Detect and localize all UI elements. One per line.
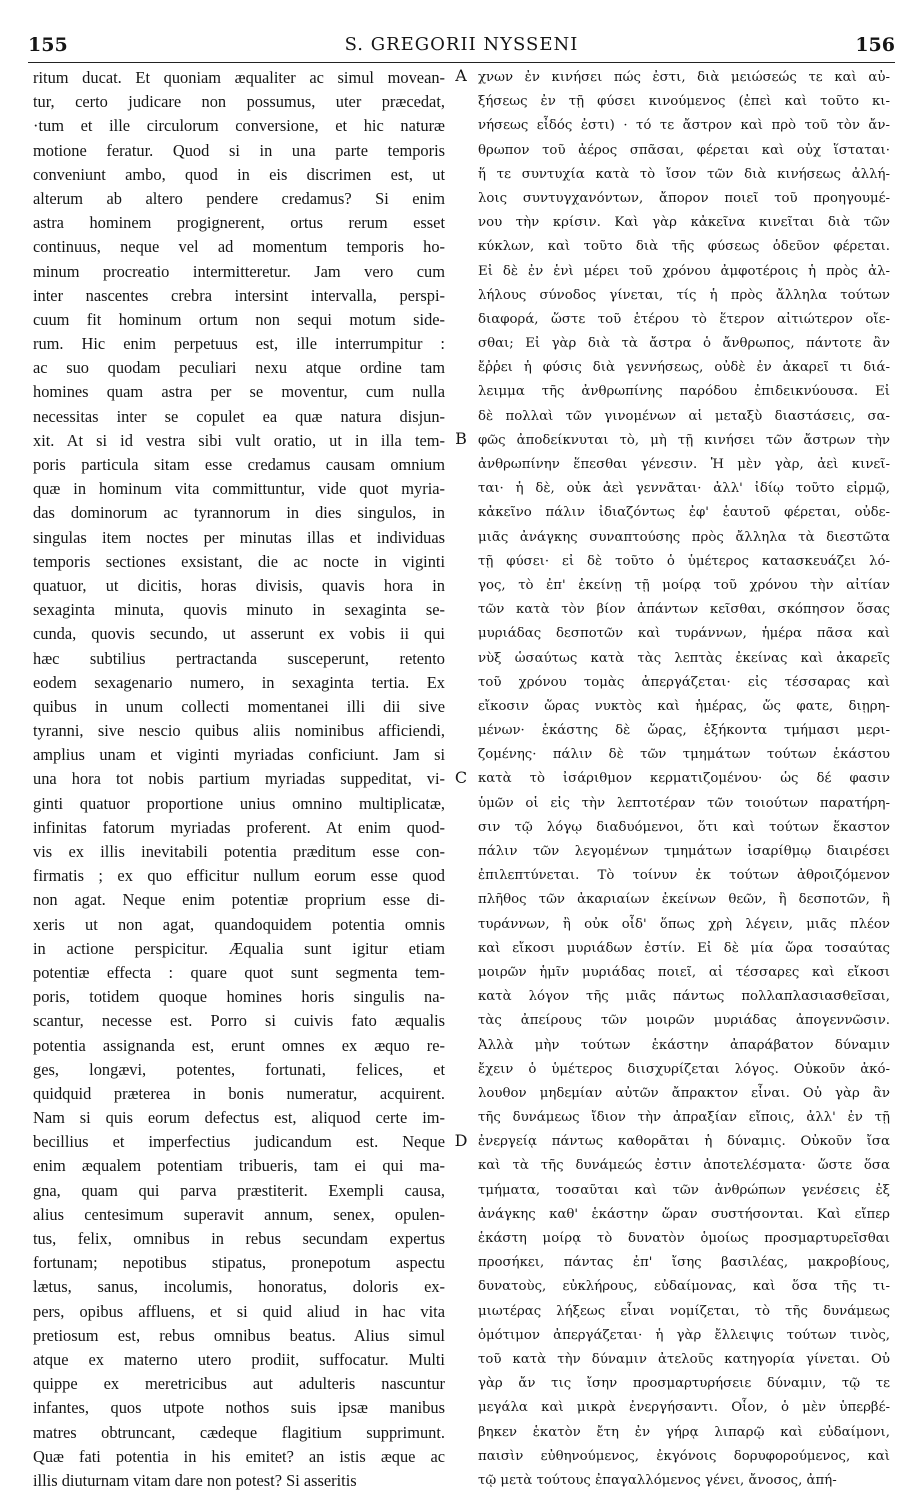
greek-text-line: λουθον μηδεμίαν αὐτῶν ἄπρακτον εἶναι. Οὐ γὰρ ἂν bbox=[478, 1085, 890, 1101]
latin-text-line: ac suo quodam peculiari nexu atque ordine tam bbox=[33, 358, 445, 378]
latin-text-line: becillius et imperfectius judicandum est. Neque bbox=[33, 1132, 445, 1152]
latin-text-line: ritum ducat. Et quoniam æqualiter ac simul movean- bbox=[33, 68, 445, 87]
greek-text-line: κατὰ τὸ ἰσάριθμον κερματιζομένου· ὡς δέ φασιν bbox=[478, 771, 890, 787]
latin-text-line: illis diuturnam vitam dare non potest? Si asseritis bbox=[33, 1470, 357, 1490]
latin-text-line: necessitas inter se copulet ea quæ natura disjun- bbox=[33, 406, 445, 426]
greek-text-line: τοῦ χρόνου τομὰς ἀπεργάζεται· εἰς τέσσαρας καὶ bbox=[478, 674, 890, 690]
greek-text-line: καὶ εἴκοσι μυριάδων ἐστίν. Εἰ δὲ μία ὥρα τοσαύτας bbox=[478, 940, 890, 956]
latin-text-line: hæc subtilius pertractanda susceperunt, retento bbox=[33, 648, 445, 668]
latin-text-line: minum procreatio intermitteretur. Jam vero cum bbox=[33, 261, 445, 281]
latin-text-line: non agat. Neque enim potentiæ proprium esse di- bbox=[33, 890, 445, 910]
latin-text-line: alterum ab altero pendere credamus? Si enim bbox=[33, 188, 445, 208]
greek-text-line: ζομένης· πάλιν δὲ τῶν τμημάτων τούτων ἑκάστου bbox=[478, 747, 890, 763]
greek-text-line: κύκλων, καὶ τοῦτο διὰ τῆς φύσεως ὁδεῦον φέρεται. bbox=[478, 239, 890, 255]
latin-text-line: cuum fit hominum ortum non sequi motum side- bbox=[33, 309, 445, 329]
latin-text-line: potentia assignanda est, erunt omnes ex æquo re- bbox=[33, 1035, 445, 1055]
latin-text-line: xeris ut non agat, quandoquidem potentia omnis bbox=[33, 914, 445, 934]
latin-text-line: poris particula sitam esse credamus causam omnium bbox=[33, 455, 445, 474]
greek-text-line: μυριάδας δεσποτῶν καὶ τυράννων, ἡμέρα πᾶσα καὶ bbox=[478, 626, 890, 642]
greek-text-line: ὁμότιμον ἀπεργάζεται· ἡ γὰρ ἔλλειψις τούτων τινὸς, bbox=[478, 1327, 890, 1343]
latin-text-line: scantur, necesse est. Porro si cuivis fato æqualis bbox=[33, 1011, 445, 1031]
latin-text-line: una hora tot nobis partium myriadas suppeditat, vi- bbox=[33, 769, 445, 789]
latin-text-line: enim æqualem potentiam tribueris, tam ei qui ma- bbox=[33, 1156, 445, 1176]
latin-text-line: quibus in unum collecti momentanei illi dii sive bbox=[33, 696, 445, 716]
latin-text-line: homines quam astra per se moventur, cum nulla bbox=[33, 382, 445, 402]
latin-text-line: infinitas fatorum myriadas proferent. At enim quod- bbox=[33, 817, 445, 837]
latin-column bbox=[33, 66, 445, 1493]
greek-text-line: τοῦ κατὰ τὴν δύναμιν ἀτελοῦς κατηγορία γίνεται. Οὐ bbox=[478, 1351, 890, 1367]
greek-text-line: τῇ φύσει· εἰ δὲ τοῦτο ὁ ὑμέτερος κατασκευάζει λό- bbox=[478, 553, 890, 569]
greek-text-line: παισὶν εὐθηνούμενος, ἐκγόνοις δορυφορούμενος, καὶ bbox=[478, 1448, 890, 1464]
latin-text-line: tus, felix, omnibus in rebus secundam expertus bbox=[33, 1229, 445, 1248]
greek-text-line: νήσεως εἶδός ἐστι) · τό τε ἄστρον καὶ πρὸ τοῦ τὸν ἄν- bbox=[478, 118, 890, 134]
greek-text-line: κατὰ λόγον τῆς μιᾶς πάντως πολλαπλασιασθεῖσαι, bbox=[478, 989, 890, 1005]
latin-text-line: ginti quatuor proportione unius omnino multiplicatæ, bbox=[33, 793, 445, 813]
greek-text-line: φῶς ἀποδείκνυται τὸ, μὴ τῇ κινήσει τῶν ἄστρων τὴν bbox=[478, 432, 890, 448]
greek-text-line: νὺξ ὡσαύτως κατὰ τὰς λεπτὰς ἐκείνας καὶ ἀκαρεῖς bbox=[478, 650, 890, 666]
latin-text-line: temporis sectiones exsistant, die ac nocte in viginti bbox=[33, 551, 445, 571]
greek-text-line: γος, τὸ ἐπ' ἐκείνῃ τῇ μοίρᾳ τοῦ χρόνου τὴν αἰτίαν bbox=[478, 577, 890, 593]
latin-text-line: sexaginta minuta, quovis minuto in sexaginta se- bbox=[33, 600, 445, 620]
greek-text-line: προσήκει, πάντας ἐπ' ἴσης βασιλέας, μακροβίους, bbox=[478, 1255, 890, 1271]
greek-text-line: Εἰ δὲ ἐν ἑνὶ μέρει τοῦ χρόνου ἀμφοτέροις ἡ πρὸς ἀλ- bbox=[478, 263, 890, 279]
latin-text-line: quatuor, ut dicitis, horas divisis, quavis hora in bbox=[33, 575, 445, 595]
greek-text-line: πλῆθος τῶν ἀκαριαίων ἐκείνων θεῶν, ἢ δεσποτῶν, ἢ bbox=[478, 892, 890, 908]
greek-text-line: γὰρ ἄν τις ἴσην προσμαρτυρήσειε δύναμιν, τῷ τε bbox=[478, 1376, 890, 1392]
latin-text-line: eodem sexagenario numero, in sexaginta tertia. Ex bbox=[33, 672, 445, 692]
page-number-right: 156 bbox=[855, 34, 895, 56]
greek-text-line: μιᾶς ἀνάγκης συναπτούσης πρὸς ἄλληλα τὰ διεστῶτα bbox=[478, 529, 890, 545]
greek-text-line: μεγάλα καὶ μικρὰ ἐνεργήσαντι. Οἷον, ὁ μὲν ὑπερβέ- bbox=[478, 1400, 890, 1416]
latin-text-line: amplius unam et viginti myriadas conficiunt. Jam si bbox=[33, 745, 445, 765]
latin-text-line: quippe ex meretricibus aut adulteris nascuntur bbox=[33, 1374, 445, 1394]
latin-text-line: gna, quam qui parva præstiterit. Exempli causa, bbox=[33, 1180, 445, 1200]
greek-text-line: δὲ πολλαὶ τῶν γινομένων αἱ μεταξὺ διαστάσεις, σα- bbox=[478, 408, 890, 424]
greek-text-line: Ἀλλὰ μὴν τούτων ἑκάστην ἀπαράβατον δύναμιν bbox=[478, 1037, 890, 1053]
latin-text-line: conveniunt ambo, quod in eis discrimen est, ut bbox=[33, 164, 445, 184]
latin-text-line: ·tum et ille circulorum conversione, et hic naturæ bbox=[33, 116, 445, 136]
latin-text-line: poris, totidem quoque homines horis singulis na- bbox=[33, 987, 445, 1007]
greek-text-line: πάλιν τῶν λεγομένων τμημάτων ἰσαρίθμῳ διαιρέσει bbox=[478, 844, 890, 859]
latin-text-line: pers, opibus affluens, et si quid aliud in hac vita bbox=[33, 1301, 445, 1321]
greek-text-line: σθαι; Εἰ γὰρ διὰ τὰ ἄστρα ὁ ἄνθρωπος, πάντοτε ἂν bbox=[478, 336, 890, 352]
latin-text-line: atque ex materno utero prodiit, suffocatur. Multi bbox=[33, 1349, 445, 1369]
greek-text-line: τὰς ἀπείρους τῶν μοιρῶν μυριάδας ἀπογεννῶσιν. bbox=[478, 1013, 890, 1029]
greek-text-line: κἀκεῖνο πάλιν ἰδιαζόντως ἐφ' ἑαυτοῦ φέρεται, οὐδε- bbox=[478, 505, 890, 521]
latin-text-line: matres obtruncant, cædeque flagitium supprimunt. bbox=[33, 1422, 445, 1442]
header-rule bbox=[28, 62, 895, 63]
greek-text-line: νου τὴν κρίσιν. Καὶ γὰρ κἀκεῖνα κινεῖται διὰ τῶν bbox=[478, 215, 890, 231]
latin-text-line: xit. At si id vestra sibi vult oratio, ut in illa tem- bbox=[33, 430, 445, 450]
greek-text-line: ται· ἡ δὲ, οὐκ ἀεὶ γεννᾶται· ἀλλ' ἰδίῳ τοῦτο εἱρμῷ, bbox=[478, 481, 890, 497]
greek-text-line: εἴκοσιν ὥρας νυκτὸς καὶ ἡμέρας, ὥς φατε, διῃρη- bbox=[478, 698, 890, 714]
latin-text-line: quidquid præterea in bonis numeratur, acquirent. bbox=[33, 1083, 445, 1103]
greek-text-line: λειμμα τῆς ἀνθρωπίνης παρόδου ἐπιδεικνύουσα. Εἰ bbox=[478, 384, 890, 400]
latin-text-line: inter nascentes crebra intersint intervalla, perspi- bbox=[33, 285, 445, 305]
latin-text-line: singulas item noctes per minutas illas et individuas bbox=[33, 527, 445, 547]
latin-text-line: alius centesimum superavit annum, senex, opulen- bbox=[33, 1204, 445, 1224]
greek-text-line: τῆς δυνάμεως ἴδιον τὴν ἀπραξίαν εἴποις, ἀλλ' ἐν τῇ bbox=[478, 1110, 890, 1126]
margin-marker-d: D bbox=[454, 1131, 468, 1150]
greek-text-line: διαφορά, ὥστε τοῦ ἑτέρου τὸ ἕτερον αἰτιώτερον οἴε- bbox=[478, 311, 890, 327]
greek-text-line: μοιρῶν ἡμῖν μυριάδας ποιεῖ, αἱ τέσσαρες καὶ εἴκοσι bbox=[478, 964, 890, 980]
page-header bbox=[28, 34, 895, 60]
greek-text-line: λοις συντυγχανόντων, ἄπορον ποιεῖ τοῦ προηγουμέ- bbox=[478, 190, 890, 206]
latin-text-line: astra hominem progignerent, ortus rerum esset bbox=[33, 213, 445, 233]
greek-text-line: ἀνθρωπίνην ἕπεσθαι γένεσιν. Ἡ μὲν γὰρ, ἀεὶ κινεῖ- bbox=[478, 457, 890, 472]
greek-text-line: ὑμῶν οἱ εἰς τὴν λεπτοτέραν τῶν τοιούτων παρατήρη- bbox=[478, 795, 890, 811]
latin-text-line: continuus, neque vel ad momentum temporis ho- bbox=[33, 237, 445, 257]
greek-text-line: δυνατοὺς, εὐκλήρους, εὐδαίμονας, καὶ ὅσα τῆς τι- bbox=[478, 1279, 890, 1295]
latin-text-line: lætus, sanus, incolumis, honoratus, doloris ex- bbox=[33, 1277, 445, 1297]
latin-text-line: infantes, quos utpote nothos suis ipsæ manibus bbox=[33, 1398, 445, 1418]
margin-marker-c: C bbox=[454, 768, 468, 787]
latin-text-line: in actione perspicitur. Æqualia sunt igitur etiam bbox=[33, 938, 445, 958]
latin-text-line: cunda, quovis secundo, ut asserunt ex vobis ii qui bbox=[33, 624, 445, 644]
latin-text-line: ges, longævi, potentes, fortunati, felices, et bbox=[33, 1059, 445, 1079]
latin-text-line: vis ex illis inevitabili potentia præditum esse con- bbox=[33, 842, 445, 861]
page-number-left: 155 bbox=[28, 34, 68, 56]
greek-text-line: τμήματα, τοσαῦται καὶ τῶν ἀνθρώπων γενέσεις ἐξ bbox=[478, 1182, 890, 1198]
greek-text-line: χνων ἐν κινήσει πώς ἐστι, διὰ μειώσεώς τε καὶ αὐ- bbox=[478, 70, 890, 85]
latin-text-line: Quæ fati potentia in his emitet? an istis æque ac bbox=[33, 1446, 445, 1466]
greek-text-line: καὶ τὰ τῆς δυνάμεώς ἐστιν ἀποτελέσματα· ὥστε ὅσα bbox=[478, 1158, 890, 1174]
margin-marker-b: B bbox=[455, 429, 467, 448]
greek-text-line: βηκεν ἑκατὸν ἔτη ἐν γήρᾳ λιπαρῷ καὶ εὐδαίμονι, bbox=[478, 1424, 890, 1440]
greek-text-line: ἔῤῥει ἡ φύσις διὰ γεννήσεως, οὐδὲ ἐν ἀκαρεῖ τι διά- bbox=[478, 360, 890, 376]
latin-text-line: tur, certo judicare non possumus, uter præcedat, bbox=[33, 92, 445, 112]
latin-text-line: fortunam; nepotibus stipatus, pronepotum aspectu bbox=[33, 1253, 445, 1273]
margin-marker-a: A bbox=[455, 66, 467, 85]
latin-text-line: quæ in hominum vita committuntur, vide quot myria- bbox=[33, 479, 445, 499]
greek-text-line: ἔχειν ὁ ὑμέτερος διισχυρίζεται λόγος. Οὐκοῦν ἀκό- bbox=[478, 1061, 890, 1077]
latin-text-line: potentiæ effecta : quare quot sunt segmenta tem- bbox=[33, 962, 445, 982]
latin-text-line: motione feratur. Quod si in una parte temporis bbox=[33, 140, 445, 160]
greek-text-line: λήλους σύνοδος γίνεται, τίς ἡ πρὸς ἄλληλα τούτων bbox=[478, 287, 890, 303]
greek-text-line: ἐνεργείᾳ πάντως καθορᾶται ἡ δύναμις. Οὐκοῦν ἴσα bbox=[478, 1134, 890, 1150]
latin-text-line: tyranni, sive nescio quibus aliis nominibus afficiendi, bbox=[33, 721, 445, 741]
greek-text-line: ξήσεως ἐν τῇ φύσει κινούμενος (ἐπεὶ καὶ τοῦτο κι- bbox=[478, 94, 890, 110]
latin-text-line: rum. Hic enim perpetuus est, ille interrumpitur : bbox=[33, 334, 445, 354]
latin-text-line: firmatis ; ex quo efficitur nullum eorum esse quod bbox=[33, 866, 445, 886]
greek-text-line: τῷ μετὰ τούτους ἐπαγαλλόμενος γένει, ἄνοσος, ἀπή- bbox=[478, 1472, 837, 1488]
greek-text-line: θρωπον τοῦ ἀέρος σπᾶσαι, φέρεται καὶ οὐχ ἵσταται· bbox=[478, 142, 890, 158]
greek-text-line: ἑκάστη μοίρᾳ τὸ δυνατὸν ὁμοίως προσμαρτυρεῖσθαι bbox=[478, 1231, 890, 1246]
running-title: S. GREGORII NYSSENI bbox=[344, 34, 579, 55]
greek-column bbox=[478, 66, 890, 1493]
greek-text-line: σιν τῷ λόγῳ διαδυόμενοι, ὅτι καὶ τούτων ἕκαστον bbox=[478, 819, 890, 835]
greek-text-line: μένων· ἑκάστης δὲ ὥρας, ἑξήκοντα τμήμασι μερι- bbox=[478, 723, 890, 739]
latin-text-line: Nam si quis eorum defectus est, aliquod certe im- bbox=[33, 1108, 445, 1128]
latin-text-line: das dominorum ac tyrannorum in dies singulos, in bbox=[33, 503, 445, 523]
greek-text-line: ἥ τε συντυχία κατὰ τὸ ἴσον τῶν διὰ κινήσεως ἀλλή- bbox=[478, 166, 890, 182]
greek-text-line: τυράννων, ἢ οὐκ οἶδ' ὅπως χρὴ λέγειν, μιᾶς πλέον bbox=[478, 916, 890, 932]
greek-text-line: μιωτέρας λήξεως εἶναι νομίζεται, τὸ τῆς δυνάμεως bbox=[478, 1303, 890, 1319]
greek-text-line: τῶν κατὰ τὸν βίον ἁπάντων κεῖσθαι, σκόπησον ὅσας bbox=[478, 602, 890, 618]
greek-text-line: ἀνάγκης καθ' ἑκάστην ὥραν συστήσονται. Καὶ εἴπερ bbox=[478, 1206, 890, 1222]
latin-text-line: pretiosum est, rebus omnibus beatus. Alius simul bbox=[33, 1325, 445, 1345]
greek-text-line: ἐπιλεπτύνεται. Τὸ τοίνυν ἐκ τούτων ἀθροιζόμενον bbox=[478, 868, 890, 884]
